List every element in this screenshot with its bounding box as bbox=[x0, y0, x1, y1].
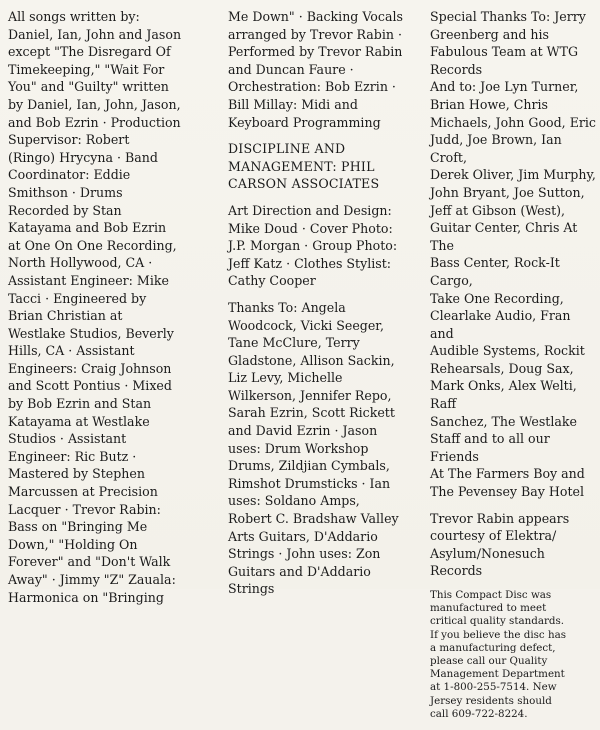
art-direction-text: Art Direction and Design: Mike Doud · Cover Photo: J.P. Morgan · Group Photo: Jeff Katz · Clothes Stylist: Cathy Cooper bbox=[228, 202, 398, 289]
special-thanks-text: Special Thanks To: Jerry Greenberg and his Fabulous Team at WTG Records And to: Joe Lyn Turner, Brian Howe, Chris Michaels, John Good, Eric Judd, Joe Brown, Ian Croft, Derek Oliver, Jim Murphy, John Bryant, Joe Sutton, Jeff at Gibson (West), Guitar Center, Chris At The Bass Center, Rock-It Cargo, Take One Recording, Clearlake Audio, Fran and Audible Systems, Rockit Rehearsals, Doug Sax, Mark Onks, Alex Welti, Raff Sanchez, The Westlake Staff and to all our Friends At The Farmers Boy and The Pevensey Bay Hotel bbox=[430, 9, 596, 500]
credits-column-2 bbox=[228, 8, 418, 607]
disclaimer-text: This Compact Disc was manufactured to meet critical quality standards. If you believe the disc has a manufacturing defect, please call our Quality Management Department at 1-800-255-7514. New Jersey residents should call 609-722-8224. bbox=[430, 589, 567, 720]
thanks-text: Thanks To: Angela Woodcock, Vicki Seeger, Tane McClure, Terry Gladstone, Allison Sackin, Liz Levy, Michelle Wilkerson, Jennifer Repo, Sarah Ezrin, Scott Rickett and David Ezrin · Jason uses: Drum Workshop Drums, Zildjian Cymbals, Rimshot Drumsticks · Ian uses: Soldano Amps, Robert C. Bradshaw Valley Arts Guitars, D'Addario Strings · John uses: Zon Guitars and D'Addario Strings bbox=[228, 299, 399, 597]
credits-text: All songs written by: Daniel, Ian, John and Jason except "The Disregard Of Timekeeping," "Wait For You" and "Guilty" written by Daniel, Ian, John, Jason, and Bob Ezrin · Production Supervisor: Robert (Ringo) Hrycyna · Band Coordinator: Eddie Smithson · Drums Recorded by Stan Katayama and Bob Ezrin at One On One Recording, North Hollywood, CA · Assistant Engineer: Mike Tacci · Engineered by Brian Christian at Westlake Studios, Beverly Hills, CA · Assistant Engineers: Craig Johnson and Scott Pontius · Mixed by Bob Ezrin and Stan Katayama at Westlake Studios · Assistant Engineer: Ric Butz · Mastered by Stephen Marcussen at Precision Lacquer · Trevor Rabin: Bass on "Bringing Me Down," "Holding On Forever" and "Don't Walk Away" · Jimmy "Z" Zauala: Harmonica on "Bringing bbox=[8, 9, 182, 605]
management-text: DISCIPLINE AND MANAGEMENT: PHIL CARSON ASSOCIATES bbox=[228, 141, 380, 192]
credits-column-3 bbox=[430, 8, 598, 730]
credits-continued-text: Me Down" · Backing Vocals arranged by Trevor Rabin · Performed by Trevor Rabin and Duncan Faure · Orchestration: Bob Ezrin · Bill Millay: Midi and Keyboard Programming bbox=[228, 9, 403, 130]
credits-column-1 bbox=[8, 8, 220, 615]
courtesy-text: Trevor Rabin appears courtesy of Elektra/ Asylum/Nonesuch Records bbox=[430, 510, 570, 579]
